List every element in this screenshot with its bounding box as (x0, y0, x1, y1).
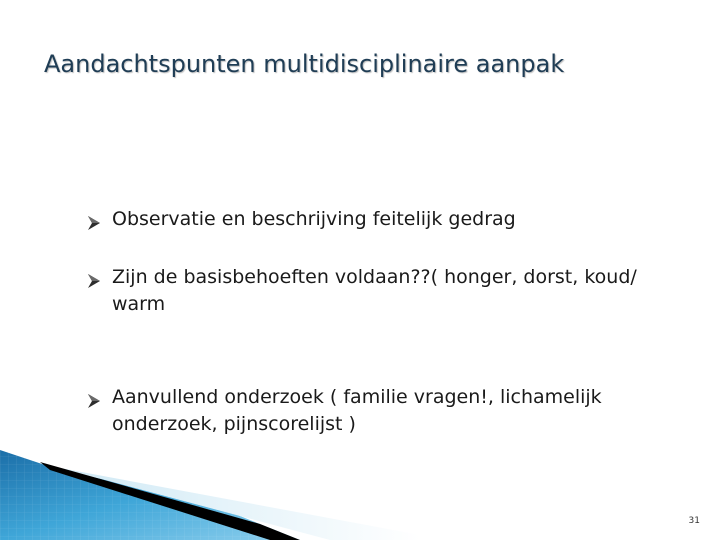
arrow-bullet-icon (86, 206, 112, 239)
arrow-bullet-icon (86, 384, 112, 417)
bullet-text: Aanvullend onderzoek ( familie vragen!, lichamelijk onderzoek, pijnscorelijst ) (112, 386, 602, 435)
slide-title: Aandachtspunten multidisciplinaire aanpak (44, 50, 565, 78)
corner-decoration (0, 440, 720, 540)
bullet-item (86, 384, 646, 438)
page-number: 31 (688, 516, 700, 526)
arrow-bullet-icon (86, 264, 112, 297)
bullet-item (86, 264, 646, 318)
bullet-item (86, 206, 646, 239)
bullet-text: Zijn de basisbehoeften voldaan??( honger, dorst, koud/ warm (112, 266, 637, 315)
bullet-text: Observatie en beschrijving feitelijk gedrag (112, 208, 516, 230)
